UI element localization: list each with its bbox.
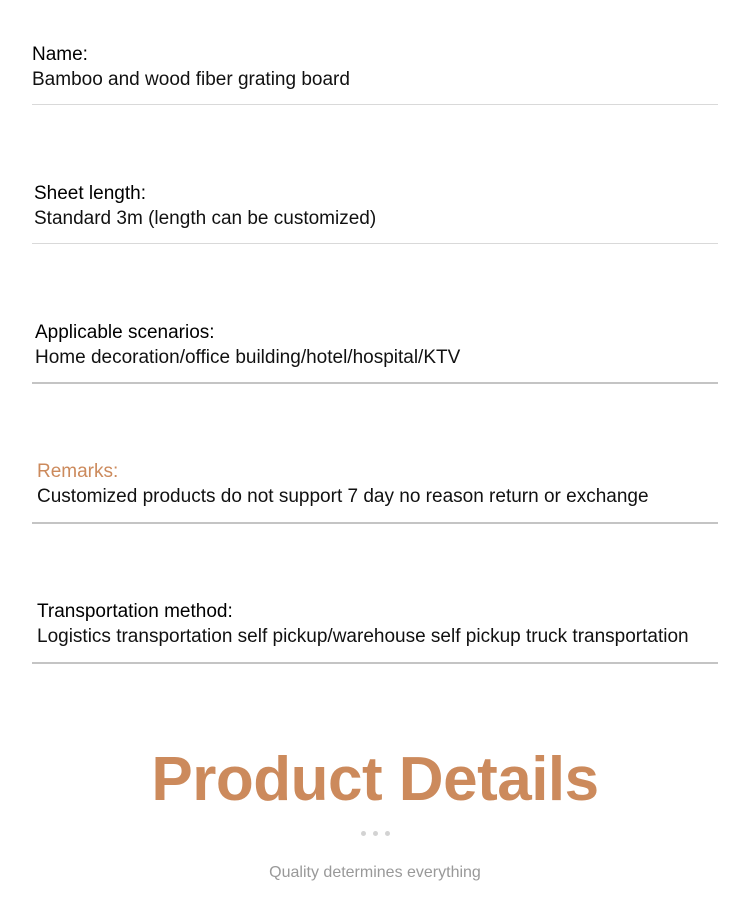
ellipsis-dots-icon (0, 831, 750, 836)
divider (32, 522, 718, 524)
product-details-heading: Product Details (151, 745, 599, 814)
spec-label-transport: Transportation method: (37, 601, 233, 622)
spec-transportation-method (37, 601, 723, 649)
divider (32, 104, 718, 105)
spec-label-sheet-length: Sheet length: (34, 183, 146, 204)
dot (373, 831, 378, 836)
divider (32, 662, 718, 664)
spec-name (32, 44, 718, 92)
spec-value-name: Bamboo and wood fiber grating board (32, 69, 350, 90)
spec-label-remarks: Remarks: (37, 461, 119, 482)
spec-remarks (37, 461, 723, 509)
divider (32, 243, 718, 244)
spec-applicable-scenarios (35, 322, 721, 370)
dot (361, 831, 366, 836)
divider (32, 382, 718, 384)
spec-value-remarks: Customized products do not support 7 day no reason return or exchange (37, 486, 649, 507)
spec-sheet-length (34, 183, 720, 231)
dot (385, 831, 390, 836)
spec-value-sheet-length: Standard 3m (length can be customized) (34, 208, 377, 229)
spec-label-scenarios: Applicable scenarios: (35, 322, 215, 343)
spec-label-name: Name: (32, 44, 88, 65)
spec-value-scenarios: Home decoration/office building/hotel/hospital/KTV (35, 347, 461, 368)
tagline: Quality determines everything (269, 864, 481, 881)
spec-value-transport: Logistics transportation self pickup/warehouse self pickup truck transportation (37, 626, 689, 647)
